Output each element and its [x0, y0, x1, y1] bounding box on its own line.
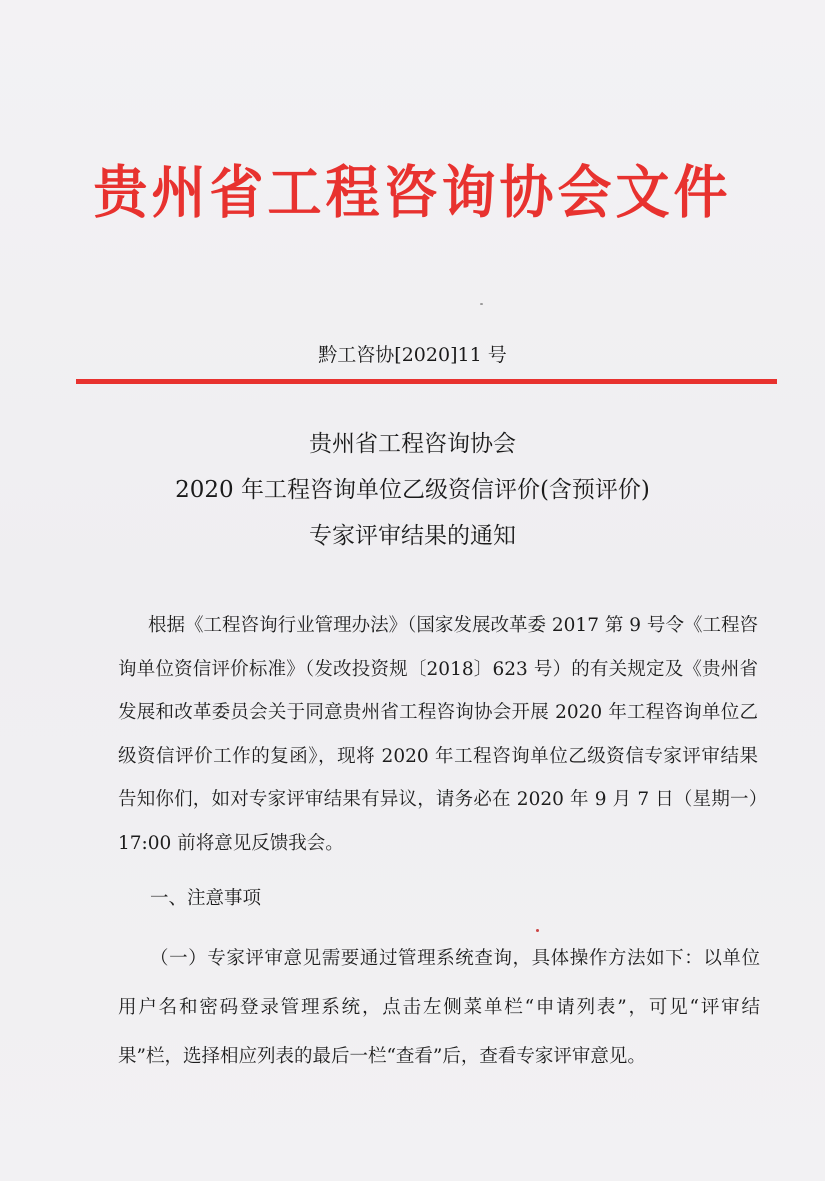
- body-paragraph: 根据《工程咨询行业管理办法》（国家发展改革委 2017 第 9 号令《工程咨询单位资信评价标准》（发改投资规〔2018〕623 号）的有关规定及《贵州省发展和改革委员会关于同意贵州省工程咨询协会开展 2020 年工程咨询单位乙级资信评价工作的复函》，现将 2020 年工程咨询单位乙级资信专家评审结果告知你们，如对专家评审结果有异议，请务必在 2020 年 9 月 7 日（星期一）17:00 前将意见反馈我会。: [118, 615, 758, 854]
- title-line-2: 2020 年工程咨询单位乙级资信评价(含预评价): [175, 477, 650, 503]
- section-heading: 一、注意事项: [150, 888, 262, 909]
- title-line-1: 贵州省工程咨询协会: [309, 431, 516, 457]
- issuer-header: 贵州省工程咨询协会文件: [93, 159, 732, 226]
- item-1-paragraph: （一）专家评审意见需要通过管理系统查询，具体操作方法如下：以单位用户名和密码登录管理系统，点击左侧菜单栏“申请列表”，可见“评审结果”栏，选择相应列表的最后一栏“查看”后，查看专家评审意见。: [118, 948, 760, 1067]
- document-number: 黔工咨协[2020]11 号: [318, 344, 507, 366]
- red-divider-line: [76, 379, 777, 384]
- scan-speck: [536, 929, 539, 932]
- title-line-3: 专家评审结果的通知: [309, 523, 516, 549]
- scan-speck: [480, 303, 483, 305]
